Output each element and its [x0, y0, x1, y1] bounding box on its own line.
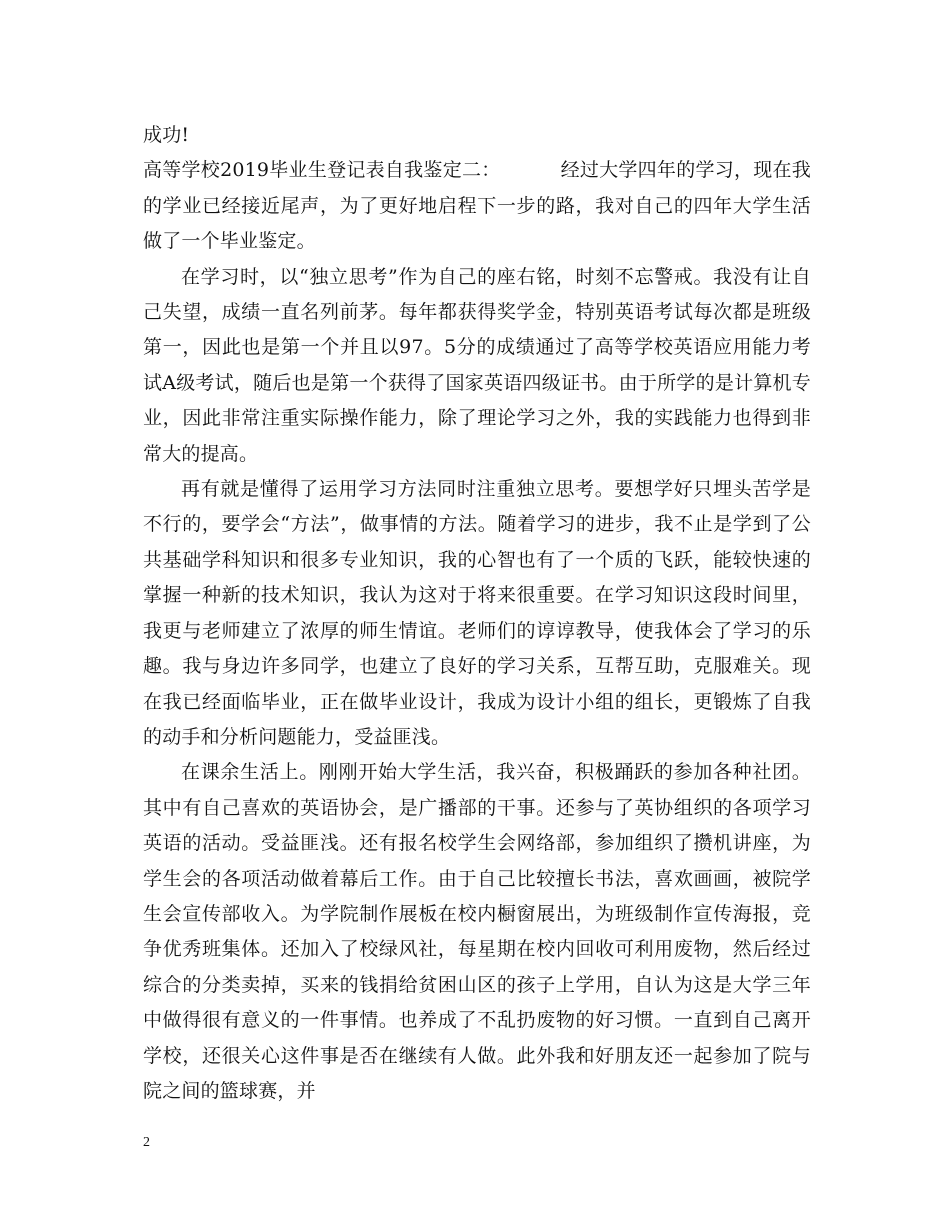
- intro-paragraph: [143, 153, 811, 259]
- body-paragraph-study: 在学习时，以“独立思考”作为自己的座右铭，时刻不忘警戒。我没有让自己失望，成绩一直名列前茅。每年都获得奖学金，特别英语考试每次都是班级第一，因此也是第一个并且以97。5分的成绩通过了高等学校英语应用能力考试A级考试，随后也是第一个获得了国家英语四级证书。由于所学的是计算机专业，因此非常注重实际操作能力，除了理论学习之外，我的实践能力也得到非常大的提高。: [143, 265, 811, 465]
- intro-text: 经过大学四年的学习，现在我的学业已经接近尾声，为了更好地启程下一步的路，我对自己的四年大学生活做了一个毕业鉴定。: [143, 159, 811, 253]
- page-number: 2: [143, 1135, 150, 1150]
- opening-line: 成功!: [143, 124, 190, 146]
- section-heading: 高等学校2019毕业生登记表自我鉴定二：: [143, 159, 501, 182]
- document-body: [143, 118, 811, 1109]
- body-paragraph-methods: 再有就是懂得了运用学习方法同时注重独立思考。要想学好只埋头苦学是不行的，要学会“方法”，做事情的方法。随着学习的进步，我不止是学到了公共基础学科知识和很多专业知识，我的心智也有了一个质的飞跃，能较快速的掌握一种新的技术知识，我认为这对于将来很重要。在学习知识这段时间里，我更与老师建立了浓厚的师生情谊。老师们的谆谆教导，使我体会了学习的乐趣。我与身边许多同学，也建立了良好的学习关系，互帮互助，克服难关。现在我已经面临毕业，正在做毕业设计，我成为设计小组的组长，更锻炼了自我的动手和分析问题能力，受益匪浅。: [143, 478, 811, 748]
- body-paragraph-extracurricular: 在课余生活上。刚刚开始大学生活，我兴奋，积极踊跃的参加各种社团。其中有自己喜欢的英语协会，是广播部的干事。还参与了英协组织的各项学习英语的活动。受益匪浅。还有报名校学生会网络部，参加组织了攒机讲座，为学生会的各项活动做着幕后工作。由于自己比较擅长书法，喜欢画画，被院学生会宣传部收入。为学院制作展板在校内橱窗展出，为班级制作宣传海报，竞争优秀班集体。还加入了校绿风社，每星期在校内回收可利用废物，然后经过综合的分类卖掉，买来的钱捐给贫困山区的孩子上学用，自认为这是大学三年中做得很有意义的一件事情。也养成了不乱扔废物的好习惯。一直到自己离开学校，还很关心这件事是否在继续有人做。此外我和好朋友还一起参加了院与院之间的篮球赛，并: [143, 761, 811, 1102]
